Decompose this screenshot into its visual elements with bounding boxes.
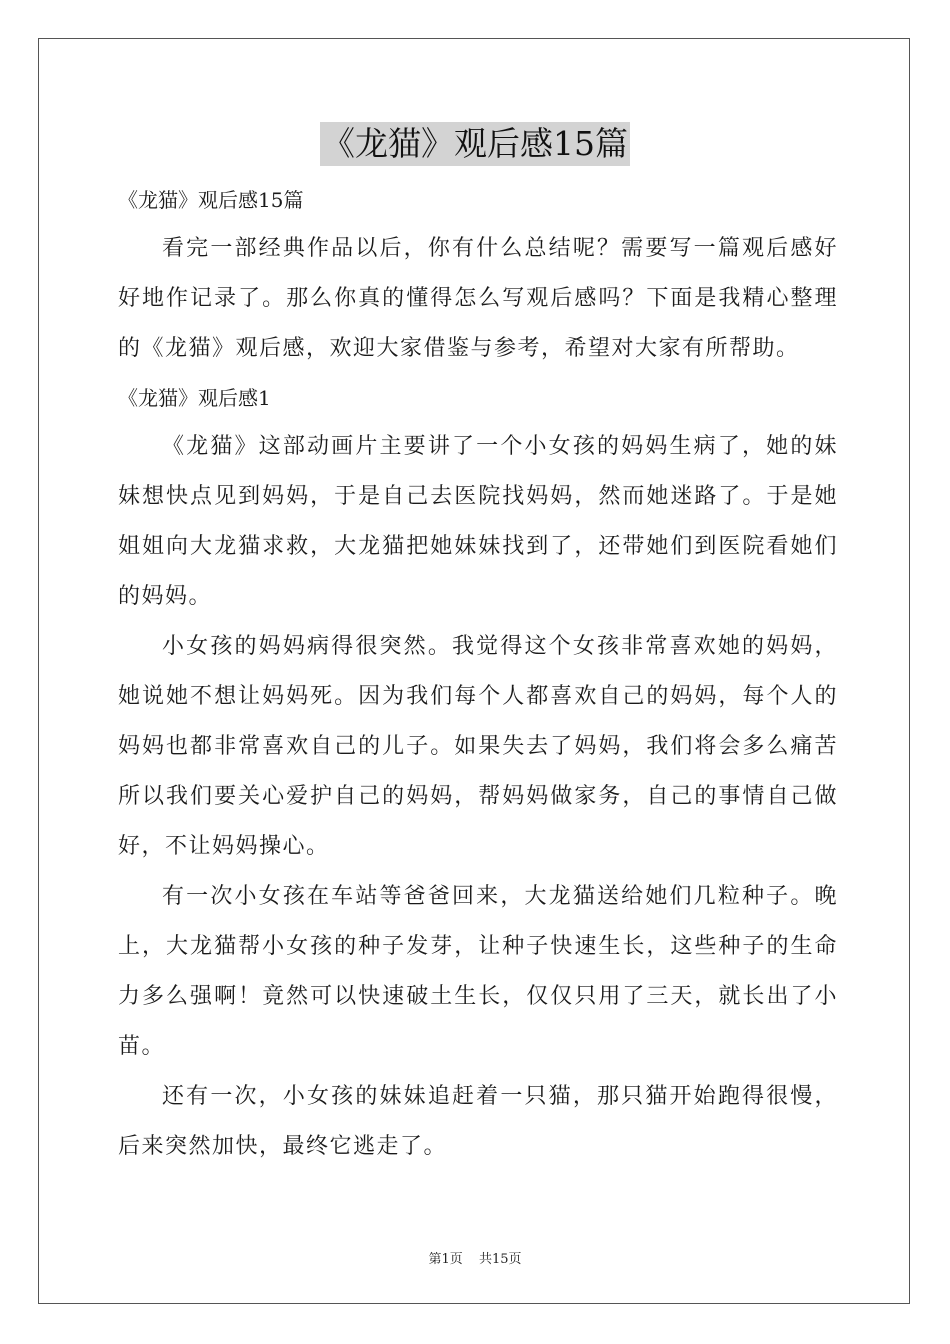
body-paragraph-4: 还有一次，小女孩的妹妹追赶着一只猫，那只猫开始跑得很慢，后来突然加快，最终它逃走了。: [118, 1084, 838, 1159]
section-heading: 《龙猫》观后感1: [118, 386, 271, 410]
body-paragraph-1: 《龙猫》这部动画片主要讲了一个小女孩的妈妈生病了，她的妹妹想快点见到妈妈，于是自己去医院找妈妈，然而她迷路了。于是她姐姐向大龙猫求救，大龙猫把她妹妹找到了，还带她们到医院看她们的妈妈。: [118, 434, 838, 609]
body-paragraph-2: 小女孩的妈妈病得很突然。我觉得这个女孩非常喜欢她的妈妈，她说她不想让妈妈死。因为我们每个人都喜欢自己的妈妈，每个人的妈妈也都非常喜欢自己的儿子。如果失去了妈妈，我们将会多么痛苦所以我们要关心爱护自己的妈妈，帮妈妈做家务，自己的事情自己做好，不让妈妈操心。: [118, 634, 838, 859]
page-total: 共15页: [478, 1252, 522, 1267]
document-title: 《龙猫》观后感15篇: [320, 122, 630, 166]
document-subtitle: 《龙猫》观后感15篇: [118, 188, 304, 212]
title-area: [0, 122, 950, 166]
page-number: 第1页: [428, 1252, 463, 1267]
body-paragraph-3: 有一次小女孩在车站等爸爸回来，大龙猫送给她们几粒种子。晚上，大龙猫帮小女孩的种子发芽，让种子快速生长，这些种子的生命力多么强啊！竟然可以快速破土生长，仅仅只用了三天，就长出了小苗。: [118, 884, 838, 1059]
document-body: [118, 176, 838, 1172]
intro-paragraph: 看完一部经典作品以后，你有什么总结呢？需要写一篇观后感好好地作记录了。那么你真的懂得怎么写观后感吗？下面是我精心整理的《龙猫》观后感，欢迎大家借鉴与参考，希望对大家有所帮助。: [118, 236, 838, 361]
page-footer: [0, 1248, 950, 1267]
